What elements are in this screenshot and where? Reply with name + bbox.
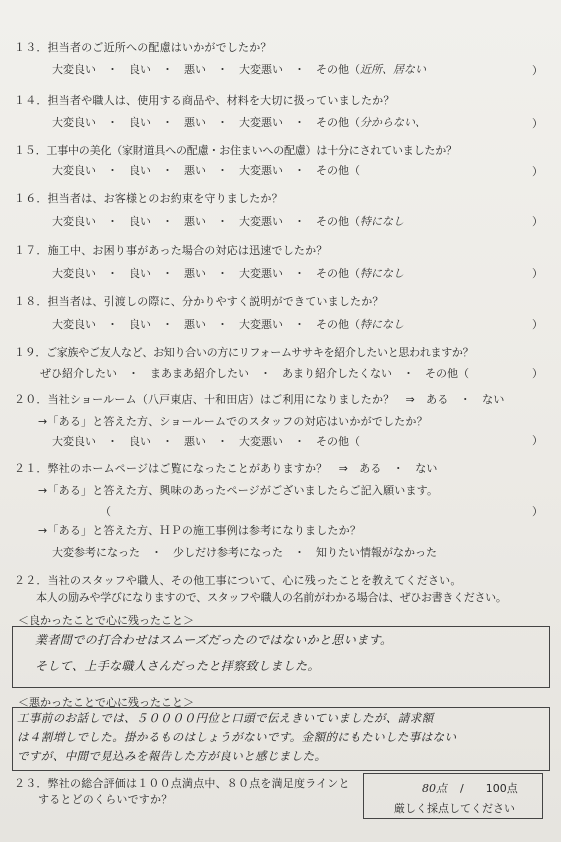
- good-line-1: 業者間での打合わせはスムーズだったのではないかと思います。: [35, 633, 393, 647]
- question-title: １９．ご家族やご友人など、お知り合いの方にリフォームササキを紹介したいと思われますか？: [14, 346, 474, 359]
- score-filled: 80点: [422, 782, 447, 795]
- question-title: １８．担当者は、引渡しの際に、分かりやすく説明ができていましたか？: [14, 295, 384, 308]
- question-19: [14, 345, 554, 383]
- answer-options[interactable]: [52, 213, 554, 231]
- options-text: 大変良い ・ 良い ・ 悪い ・ 大変悪い ・ その他（: [52, 116, 360, 129]
- options-text: 大変参考になった ・ 少しだけ参考になった ・ 知りたい情報がなかった: [52, 546, 437, 559]
- handwritten-answer: 近所、居ない: [360, 63, 426, 76]
- question-title: ２２．当社のスタッフや職人、その他工事について、心に残ったことを教えてください。: [14, 574, 462, 587]
- handwritten-answer: 特になし: [360, 215, 404, 228]
- score-max: / 100点: [460, 782, 518, 795]
- bad-comment-box[interactable]: [12, 707, 550, 771]
- handwritten-answer: 特になし: [360, 267, 404, 280]
- answer-options[interactable]: [52, 316, 554, 334]
- paren-close: ）: [532, 434, 543, 447]
- paren-close: ）: [532, 367, 543, 380]
- paren-open: （: [100, 505, 111, 518]
- paren-close: ）: [532, 505, 543, 518]
- good-label: ＜良かったことで心に残ったこと＞: [18, 614, 194, 627]
- paren-close: ）: [532, 318, 543, 331]
- answer-options[interactable]: [52, 265, 554, 283]
- question-17: [14, 243, 554, 283]
- answer-options[interactable]: [52, 61, 554, 79]
- options-text: 大変良い ・ 良い ・ 悪い ・ 大変悪い ・ その他（: [52, 215, 360, 228]
- question-title: １３．担当者のご近所への配慮はいかがでしたか？: [14, 41, 272, 54]
- question-21: [14, 461, 554, 562]
- question-title: ２０．当社ショールーム（八戸東店、十和田店）はご利用になりましたか？ ⇒ ある ・ ない: [14, 393, 505, 406]
- options-text: 大変良い ・ 良い ・ 悪い ・ 大変悪い ・ その他（: [52, 63, 360, 76]
- question-sub: →「ある」と答えた方、ショールームでのスタッフの対応はいかがでしたか？: [38, 415, 428, 428]
- options-text: 大変良い ・ 良い ・ 悪い ・ 大変悪い ・ その他（: [52, 318, 360, 331]
- options-text: 大変良い ・ 良い ・ 悪い ・ 大変悪い ・ その他（: [52, 164, 360, 177]
- question-title: １６．担当者は、お客様とのお約束を守りましたか？: [14, 192, 283, 205]
- question-13: [14, 40, 554, 79]
- question-title: １４．担当者や職人は、使用する商品や、材料を大切に扱っていましたか？: [14, 94, 395, 107]
- handwritten-answer: 特になし: [360, 318, 404, 331]
- question-title-line2: するとどのくらいですか？: [38, 793, 173, 806]
- answer-options[interactable]: [52, 544, 554, 562]
- question-sub-1: →「ある」と答えた方、興味のあったページがございましたらご記入願います。: [38, 484, 439, 497]
- paren-close: ）: [532, 267, 543, 280]
- question-18: [14, 294, 554, 334]
- question-20: [14, 392, 554, 451]
- write-in-field[interactable]: [14, 503, 554, 521]
- question-14: [14, 93, 554, 132]
- handwritten-answer: 分からない、: [360, 116, 426, 129]
- paren-close: ）: [532, 165, 543, 178]
- paren-close: ）: [532, 117, 543, 130]
- options-text: 大変良い ・ 良い ・ 悪い ・ 大変悪い ・ その他（: [52, 267, 360, 280]
- question-23: [14, 776, 354, 808]
- bad-line-1: 工事前のお話しでは、５００００円位と口頭で伝えきいていましたが、請求額: [17, 711, 434, 725]
- question-title-line1: ２３．弊社の総合評価は１００点満点中、８０点を満足度ラインと: [14, 777, 350, 790]
- good-comment-box[interactable]: [12, 626, 550, 688]
- question-sub-2: →「ある」と答えた方、ＨＰの施工事例は参考になりましたか？: [38, 524, 362, 537]
- question-title: ２１．弊社のホームページはご覧になったことがありますか？ ⇒ ある ・ ない: [14, 462, 438, 475]
- question-title: １５．工事中の美化（家財道具への配慮・お住まいへの配慮）は十分にされていましたか？: [14, 144, 457, 157]
- answer-options[interactable]: [40, 365, 554, 383]
- options-text: 大変良い ・ 良い ・ 悪い ・ 大変悪い ・ その他（: [52, 435, 360, 448]
- answer-options[interactable]: [52, 114, 554, 132]
- bad-line-3: ですが、中間で見込みを報告した方が良いと感じました。: [17, 749, 327, 763]
- paren-close: ）: [532, 215, 543, 228]
- answer-options[interactable]: [52, 162, 554, 180]
- question-15: [14, 143, 554, 180]
- score-box[interactable]: [363, 773, 543, 819]
- question-16: [14, 191, 554, 231]
- score-note: 厳しく採点してください: [394, 802, 515, 815]
- bad-line-2: は４割増しでした。掛かるものはしょうがないです。金額的にもたいした事はない: [17, 730, 457, 744]
- question-desc: 本人の励みや学びになりますので、スタッフや職人の名前がわかる場合は、ぜひお書きください。: [36, 591, 507, 604]
- bad-label: ＜悪かったことで心に残ったこと＞: [18, 696, 194, 709]
- answer-options[interactable]: [52, 433, 554, 451]
- paren-close: ）: [532, 64, 543, 77]
- question-title: １７．施工中、お困り事があった場合の対応は迅速でしたか？: [14, 244, 328, 257]
- good-line-2: そして、上手な職人さんだったと拝察致しました。: [35, 659, 320, 673]
- question-22: [14, 573, 554, 606]
- options-text: ぜひ紹介したい ・ まあまあ紹介したい ・ あまり紹介したくない ・ その他（: [40, 367, 469, 380]
